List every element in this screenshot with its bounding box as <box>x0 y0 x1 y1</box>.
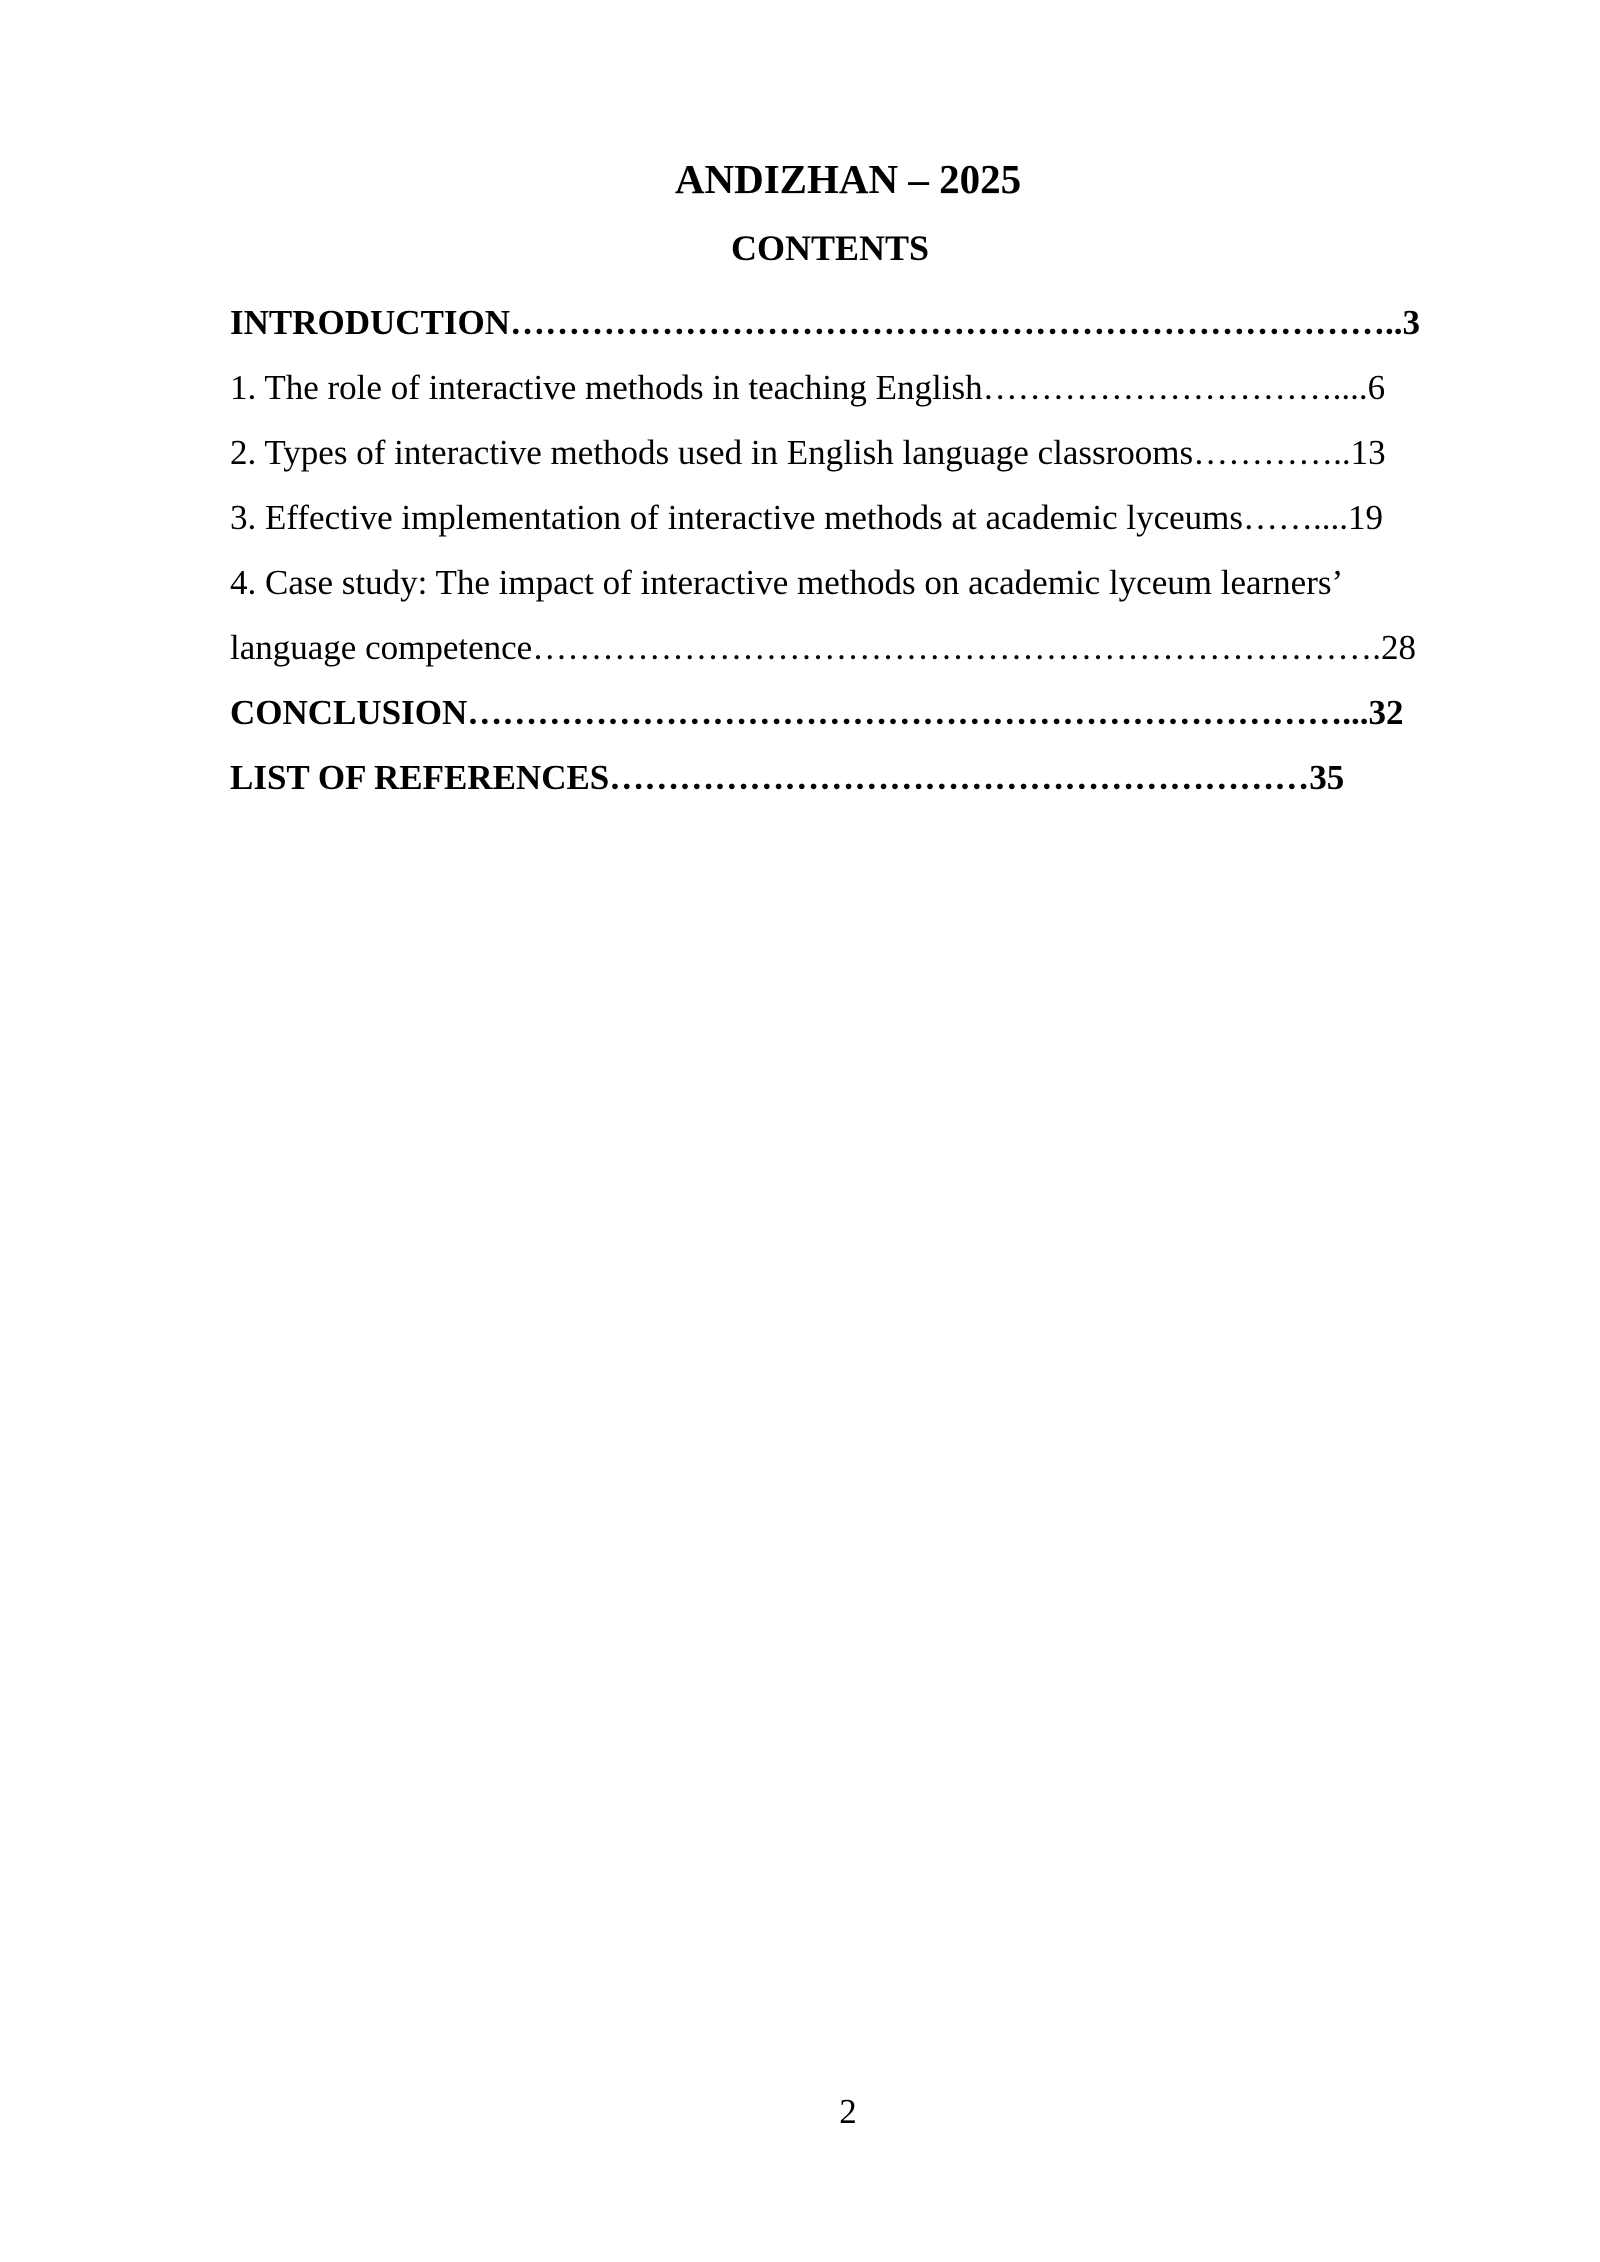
page-number: 2 <box>839 2092 857 2131</box>
toc-entry-3: 3. Effective implementation of interactive methods at academic lyceums……....19 <box>230 498 1384 537</box>
toc-entry-introduction: INTRODUCTION…………………………………………………………………..3 <box>230 303 1421 342</box>
toc-entry-2: 2. Types of interactive methods used in English language classrooms…………..13 <box>230 433 1386 472</box>
toc-entry-references: LIST OF REFERENCES……………………………………………………35 <box>230 758 1345 797</box>
toc-entry-4-line-1: 4. Case study: The impact of interactive methods on academic lyceum learners’ <box>230 563 1344 602</box>
document-header-title: ANDIZHAN – 2025 <box>674 156 1022 202</box>
table-of-contents <box>230 290 1480 810</box>
toc-entry-conclusion: CONCLUSION…………………………………………………………………...32 <box>230 693 1404 732</box>
toc-entry-1: 1. The role of interactive methods in teaching English…………………………....6 <box>230 368 1386 407</box>
contents-heading: CONTENTS <box>730 228 930 268</box>
toc-entry-4-line-2: language competence……………………………………………………………….28 <box>230 628 1416 667</box>
